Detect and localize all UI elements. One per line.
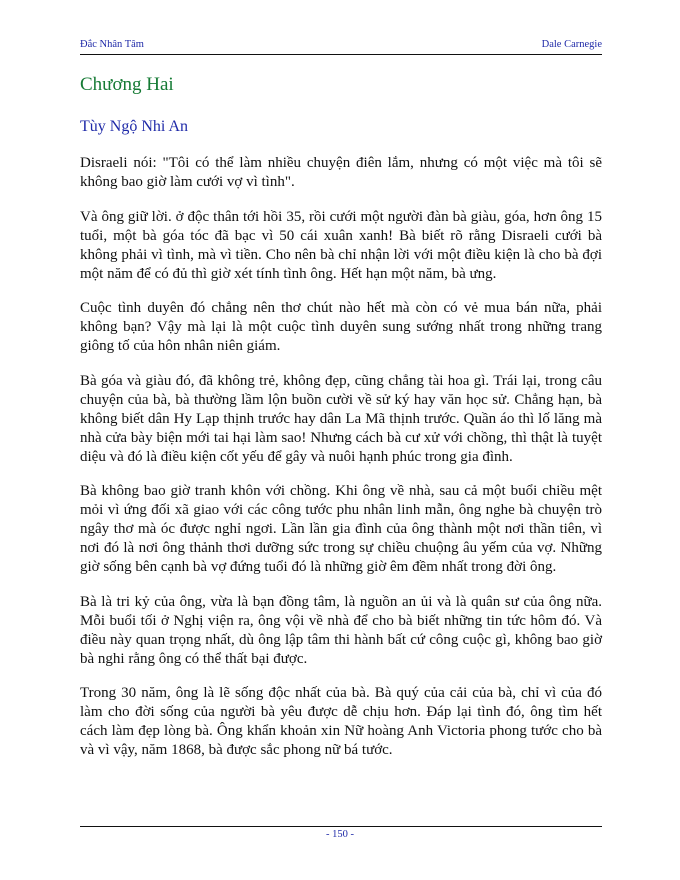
paragraph-1: Disraeli nói: "Tôi có thể làm nhiều chuyện điên lắm, nhưng có một việc mà tôi sẽ không bao giờ làm cưới vợ vì tình". <box>80 155 602 190</box>
page-header <box>80 39 602 53</box>
header-divider <box>80 54 602 55</box>
section-title: Tùy Ngộ Nhi An <box>80 118 188 135</box>
paragraph-4: Bà góa và giàu đó, đã không trẻ, không đẹp, cũng chẳng tài hoa gì. Trái lại, trong câu chuyện của bà, bà thường lầm lộn buồn cười về sử ký hay văn học sử. Chẳng hạn, bà không biết dân Hy Lạp thịnh trước hay dân La Mã thịnh trước. Quần áo thì lố lăng mà nhà cửa bày biện mới tai hại làm sao! Nhưng cách bà cư xử với chồng, thì thật là tuyệt diệu và đó là điều kiện cốt yếu để gây và nuôi hạnh phúc trong gia đình. <box>80 372 602 465</box>
footer-divider <box>80 826 602 827</box>
paragraph-5: Bà không bao giờ tranh khôn với chồng. Khi ông về nhà, sau cả một buổi chiều mệt mỏi vì ứng đối xã giao với các công tước phu nhân linh mẫn, ông nghe bà chuyện trò ngây thơ mà óc được nghỉ ngơi. Lần lần gia đình của ông thành một nơi thần tiên, vì nơi đó là nơi ông thảnh thơi dưỡng sức trong sự chiều chuộng âu yếm của vợ. Những giờ sống bên cạnh bà vợ đứng tuổi đó là những giờ êm đềm nhất trong đời ông. <box>80 483 602 575</box>
chapter-title: Chương Hai <box>80 74 174 95</box>
header-book-title: Đắc Nhân Tâm <box>80 39 144 50</box>
page-content <box>80 72 602 776</box>
paragraph-3: Cuộc tình duyên đó chẳng nên thơ chút nào hết mà còn có vẻ mua bán nữa, phải không bạn? Vậy mà lại là một cuộc tình duyên sung sướng nhất trong những trang giông tố của hôn nhân niên giám. <box>80 300 602 354</box>
page-number: - 150 - <box>326 829 354 840</box>
header-author: Dale Carnegie <box>541 39 602 50</box>
paragraph-7: Trong 30 năm, ông là lẽ sống độc nhất của bà. Bà quý của cải của bà, chỉ vì của đó làm cho đời sống của người bà yêu được dễ chịu hơn. Đáp lại tình đó, ông tìm hết cách làm đẹp lòng bà. Ông khẩn khoản xin Nữ hoàng Anh Victoria phong tước cho bà và vì vậy, năm 1868, bà được sắc phong nữ bá tước. <box>80 685 602 758</box>
paragraph-6: Bà là tri kỷ của ông, vừa là bạn đồng tâm, là nguồn an ủi và là quân sư của ông nữa. Mỗi buổi tối ở Nghị viện ra, ông vội về nhà để cho bà biết những tin tức hôm đó. Và điều này quan trọng nhất, dù ông lập tâm thi hành bất cứ công cuộc gì, không bao giờ bà nghi rằng ông có thể thất bại được. <box>80 593 602 667</box>
paragraph-2: Và ông giữ lời. ở độc thân tới hồi 35, rồi cưới một người đàn bà giàu, góa, hơn ông 15 tuổi, một bà góa tóc đã bạc vì 50 cái xuân xanh! Bà biết rõ rằng Disraeli cưới bà không phải vì tình, mà vì tiền. Cho nên bà chỉ nhận lời với một điều kiện là cho bà đợi một năm để có đủ thì giờ xét tính tình ông. Hết hạn một năm, bà ưng. <box>80 208 602 282</box>
